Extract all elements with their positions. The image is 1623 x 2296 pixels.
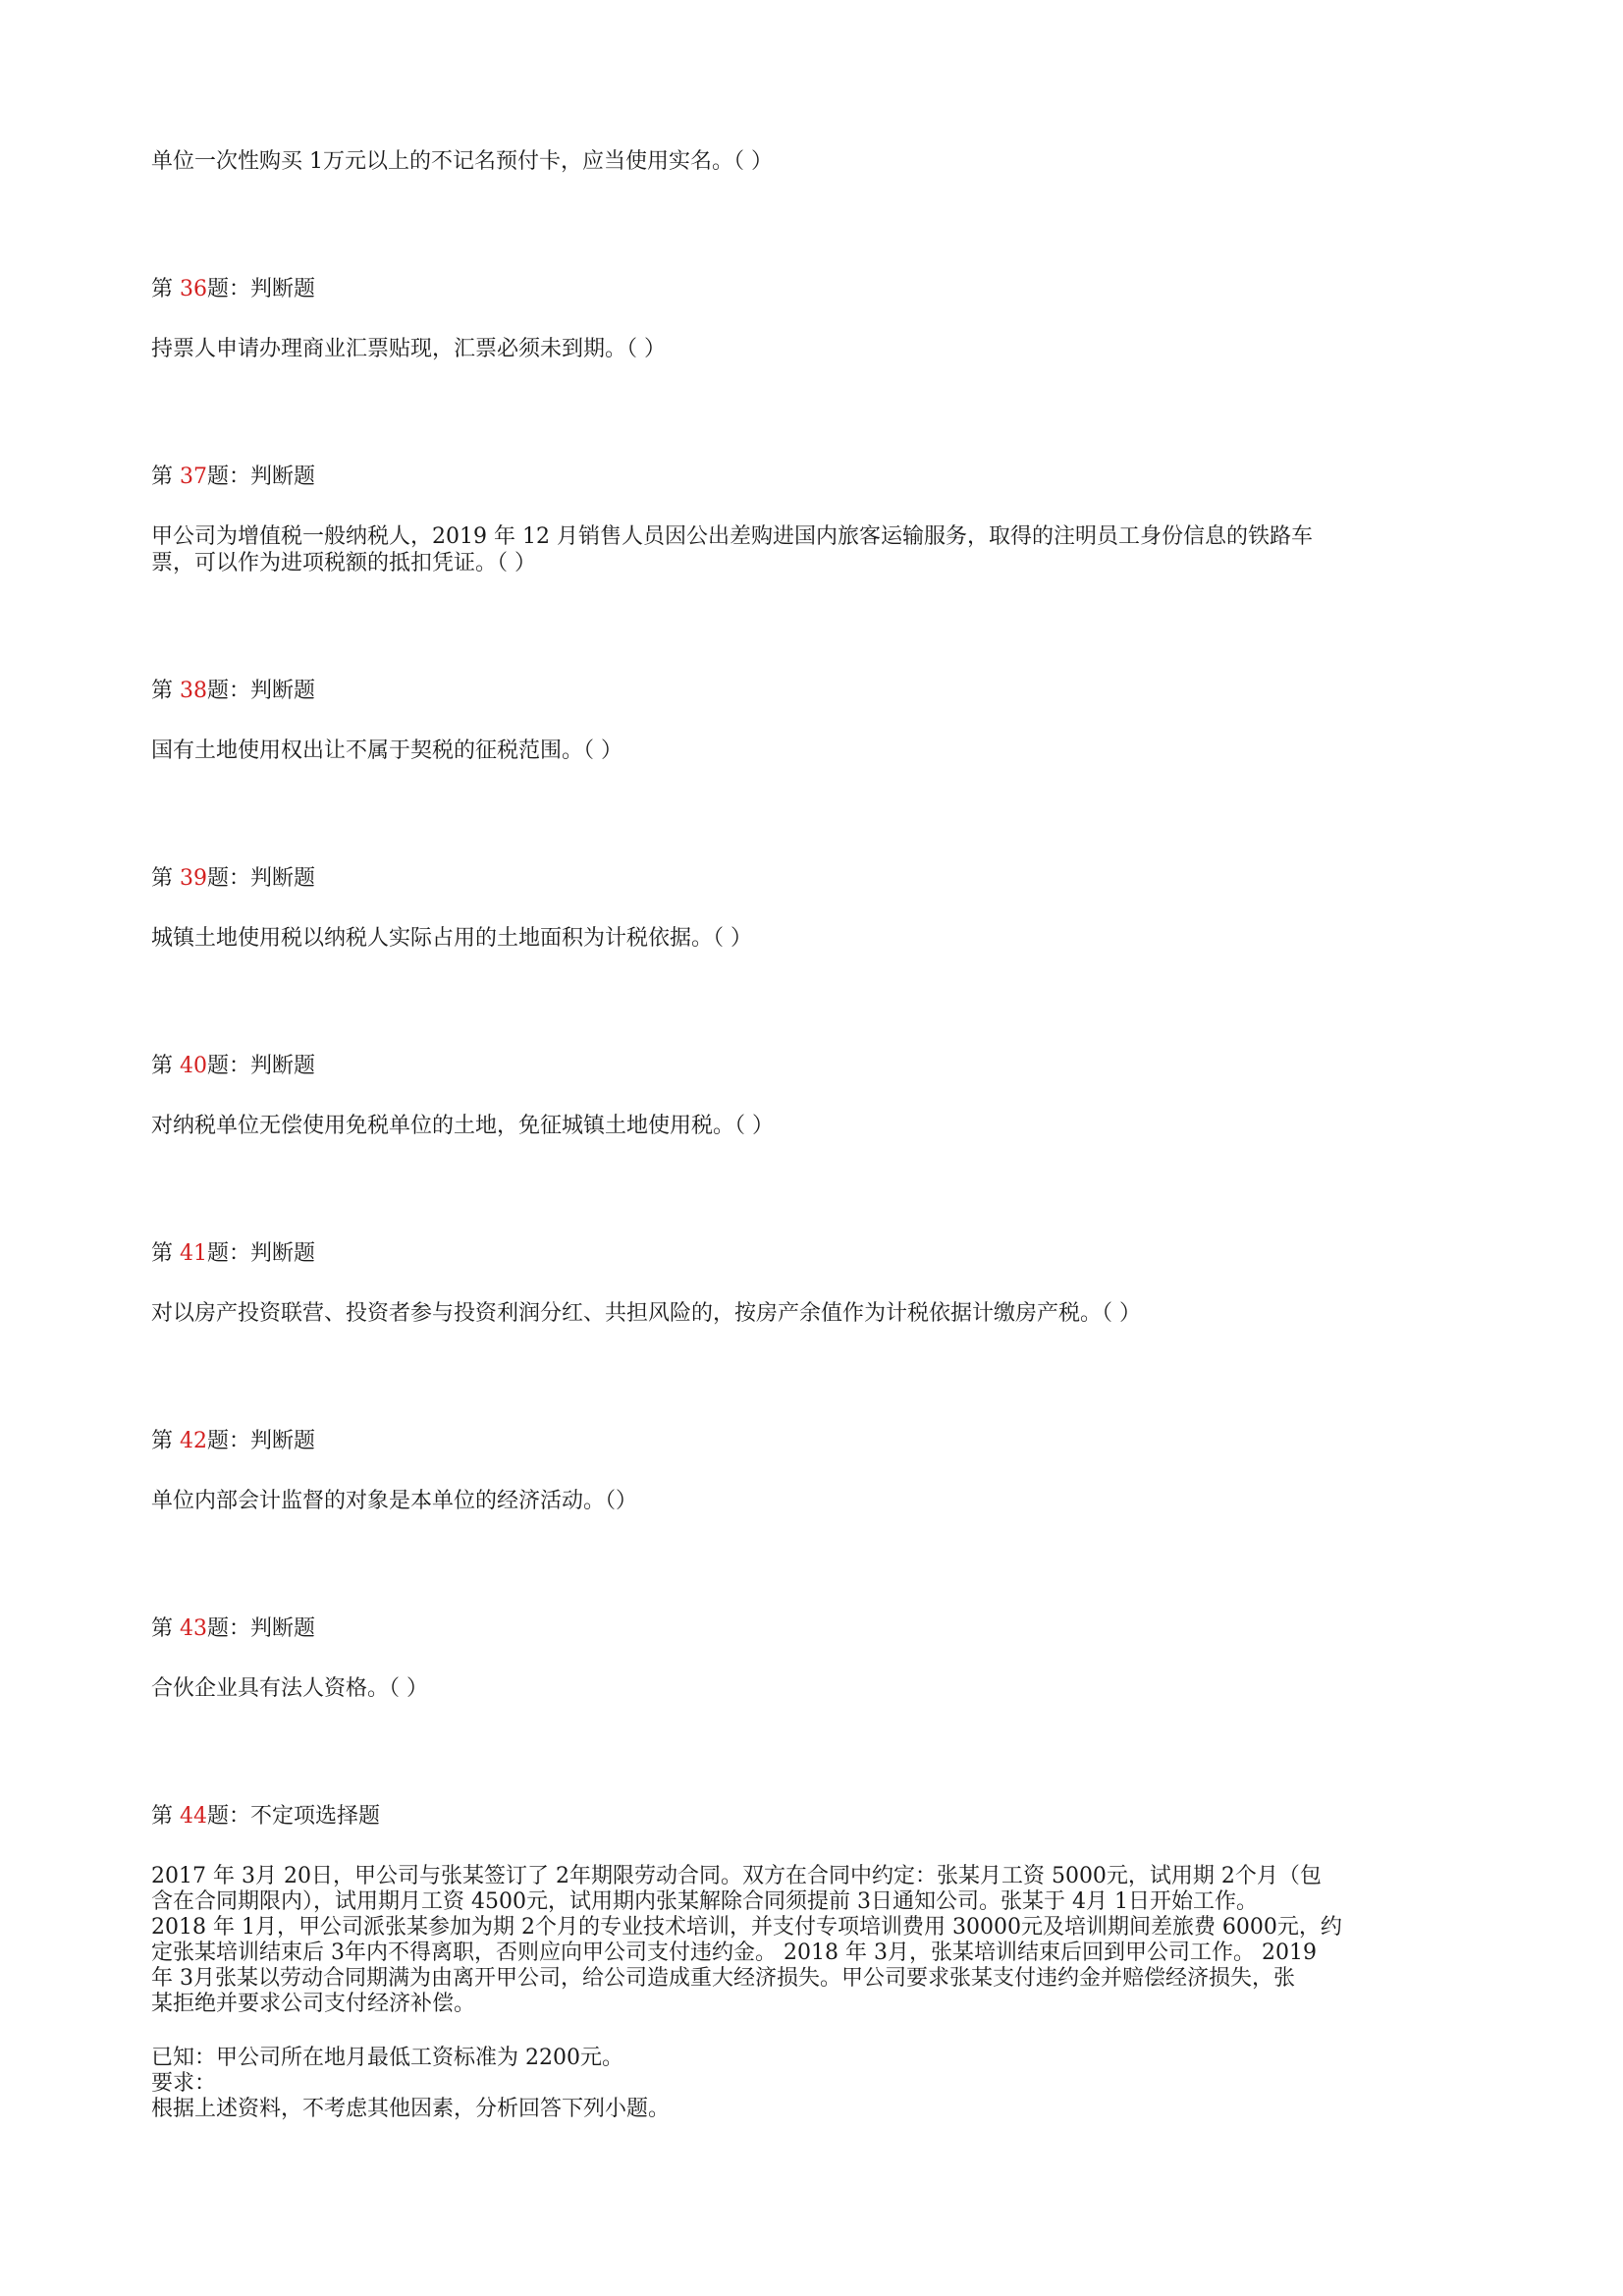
question-number: 38 — [180, 679, 207, 703]
question-type: 题：判断题 — [207, 1241, 316, 1266]
question-number: 37 — [180, 465, 207, 489]
question-number: 41 — [180, 1241, 207, 1266]
question-type: 题：判断题 — [207, 866, 316, 891]
question-text-42: 单位内部会计监督的对象是本单位的经济活动。（） — [151, 1489, 638, 1513]
question-header-40 — [151, 1054, 315, 1079]
question-header-43 — [151, 1616, 315, 1642]
question-header-39 — [151, 866, 315, 892]
question-text-41: 对以房产投资联营、投资者参与投资利润分红、共担风险的，按房产余值作为计税依据计缴房产税。（ ） — [151, 1301, 1141, 1326]
case-text-line: 年 3月张某以劳动合同期满为由离开甲公司，给公司造成重大经济损失。甲公司要求张某支付违约金并赔偿经济损失，张 — [151, 1966, 1295, 1991]
question-text-43: 合伙企业具有法人资格。（ ） — [151, 1676, 428, 1701]
question-text-38: 国有土地使用权出让不属于契税的征税范围。（ ） — [151, 738, 622, 763]
question-text-37-line2: 票，可以作为进项税额的抵扣凭证。（ ） — [151, 551, 536, 575]
question-prefix: 第 — [151, 679, 180, 703]
question-header-41 — [151, 1241, 315, 1267]
question-number: 43 — [180, 1616, 207, 1641]
case-text-line: 含在合同期限内），试用期月工资 4500元，试用期内张某解除合同须提前 3日通知公司。张某于 4月 1日开始工作。 — [151, 1889, 1258, 1914]
question-prefix: 第 — [151, 866, 180, 891]
question-type: 题：判断题 — [207, 679, 316, 703]
question-number: 44 — [180, 1804, 207, 1829]
question-prefix: 第 — [151, 1804, 180, 1829]
question-number: 42 — [180, 1429, 207, 1453]
question-text-40: 对纳税单位无偿使用免税单位的土地，免征城镇土地使用税。（ ） — [151, 1114, 774, 1138]
case-text-line: 2017 年 3月 20日，甲公司与张某签订了 2年期限劳动合同。双方在合同中约定：张某月工资 5000元，试用期 2个月（包 — [151, 1864, 1322, 1888]
question-number: 40 — [180, 1054, 207, 1078]
question-prefix: 第 — [151, 1616, 180, 1641]
question-text-36: 持票人申请办理商业汇票贴现，汇票必须未到期。（ ） — [151, 337, 666, 361]
question-prefix: 第 — [151, 1429, 180, 1453]
case-text-line: 定张某培训结束后 3年内不得离职，否则应向甲公司支付违约金。 2018 年 3月，张某培训结束后回到甲公司工作。 2019 — [151, 1941, 1317, 1965]
known-condition: 已知：甲公司所在地月最低工资标准为 2200元。 — [151, 2046, 623, 2070]
question-type: 题：判断题 — [207, 1429, 316, 1453]
requirement-text: 根据上述资料，不考虑其他因素，分析回答下列小题。 — [151, 2097, 671, 2121]
question-header-36 — [151, 277, 315, 302]
question-prefix: 第 — [151, 277, 180, 301]
question-type: 题：判断题 — [207, 1616, 316, 1641]
question-number: 39 — [180, 866, 207, 891]
question-header-42 — [151, 1429, 315, 1454]
question-header-38 — [151, 679, 315, 704]
question-prefix: 第 — [151, 1054, 180, 1078]
question-text-39: 城镇土地使用税以纳税人实际占用的土地面积为计税依据。（ ） — [151, 926, 752, 951]
case-text-line: 某拒绝并要求公司支付经济补偿。 — [151, 1992, 476, 2016]
question-number: 36 — [180, 277, 207, 301]
question-type: 题：判断题 — [207, 1054, 316, 1078]
question-header-44 — [151, 1804, 380, 1830]
intro-statement: 单位一次性购买 1万元以上的不记名预付卡，应当使用实名。（ ） — [151, 149, 773, 174]
question-header-37 — [151, 465, 315, 490]
case-text-line: 2018 年 1月，甲公司派张某参加为期 2个月的专业技术培训，并支付专项培训费用 30000元及培训期间差旅费 6000元，约 — [151, 1915, 1342, 1940]
question-prefix: 第 — [151, 465, 180, 489]
requirement-label: 要求： — [151, 2071, 217, 2096]
question-text-37-line1: 甲公司为增值税一般纳税人，2019 年 12 月销售人员因公出差购进国内旅客运输服务，取得的注明员工身份信息的铁路车 — [151, 524, 1313, 549]
question-type: 题：判断题 — [207, 465, 316, 489]
question-type: 题：判断题 — [207, 277, 316, 301]
question-prefix: 第 — [151, 1241, 180, 1266]
question-type: 题：不定项选择题 — [207, 1804, 381, 1829]
